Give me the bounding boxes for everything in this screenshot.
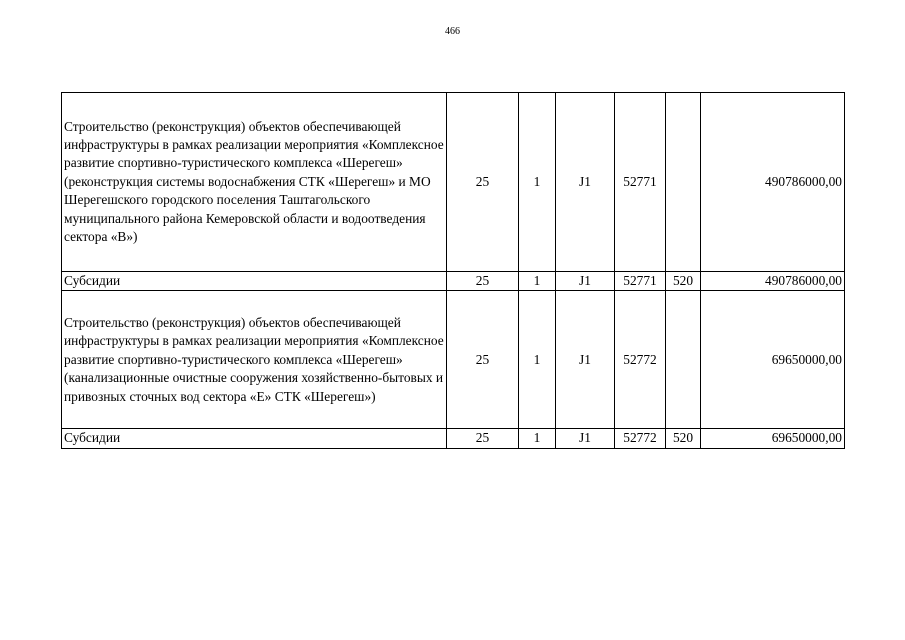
page-number: 466 — [445, 26, 460, 37]
row-name: Субсидии — [62, 272, 447, 291]
row-code-1: 25 — [447, 291, 519, 429]
row-code-2: 1 — [519, 272, 556, 291]
table-row — [62, 429, 845, 448]
row-name: Строительство (реконструкция) объектов обеспечивающей инфраструктуры в рамках реализации мероприятия «Комплексное развитие спортивно-туристического комплекса «Шерегеш» (канализационные очистные сооружения хозяйственно-бытовых и привозных сточных вод сектора «Е» СТК «Шерегеш») — [62, 291, 447, 429]
row-code-5 — [666, 291, 701, 429]
row-code-4: 52772 — [615, 429, 666, 448]
table-row — [62, 93, 845, 272]
row-code-1: 25 — [447, 93, 519, 272]
row-code-2: 1 — [519, 291, 556, 429]
row-amount: 69650000,00 — [701, 429, 845, 448]
row-code-5 — [666, 93, 701, 272]
row-code-4: 52771 — [615, 93, 666, 272]
budget-table — [61, 92, 845, 449]
row-code-2: 1 — [519, 429, 556, 448]
row-code-5: 520 — [666, 429, 701, 448]
row-amount: 490786000,00 — [701, 272, 845, 291]
row-code-4: 52771 — [615, 272, 666, 291]
row-code-5: 520 — [666, 272, 701, 291]
table-row — [62, 291, 845, 429]
row-name: Субсидии — [62, 429, 447, 448]
table-row — [62, 272, 845, 291]
row-code-3: J1 — [556, 272, 615, 291]
row-code-4: 52772 — [615, 291, 666, 429]
row-amount: 69650000,00 — [701, 291, 845, 429]
row-code-1: 25 — [447, 429, 519, 448]
row-amount: 490786000,00 — [701, 93, 845, 272]
row-code-2: 1 — [519, 93, 556, 272]
row-code-3: J1 — [556, 93, 615, 272]
row-code-3: J1 — [556, 429, 615, 448]
row-code-3: J1 — [556, 291, 615, 429]
row-code-1: 25 — [447, 272, 519, 291]
row-name: Строительство (реконструкция) объектов обеспечивающей инфраструктуры в рамках реализации мероприятия «Комплексное развитие спортивно-туристического комплекса «Шерегеш» (реконструкция системы водоснабжения СТК «Шерегеш» и МО Шерегешского городского поселения Таштагольского муниципального района Кемеровской области и водоотведения сектора «В») — [62, 93, 447, 272]
